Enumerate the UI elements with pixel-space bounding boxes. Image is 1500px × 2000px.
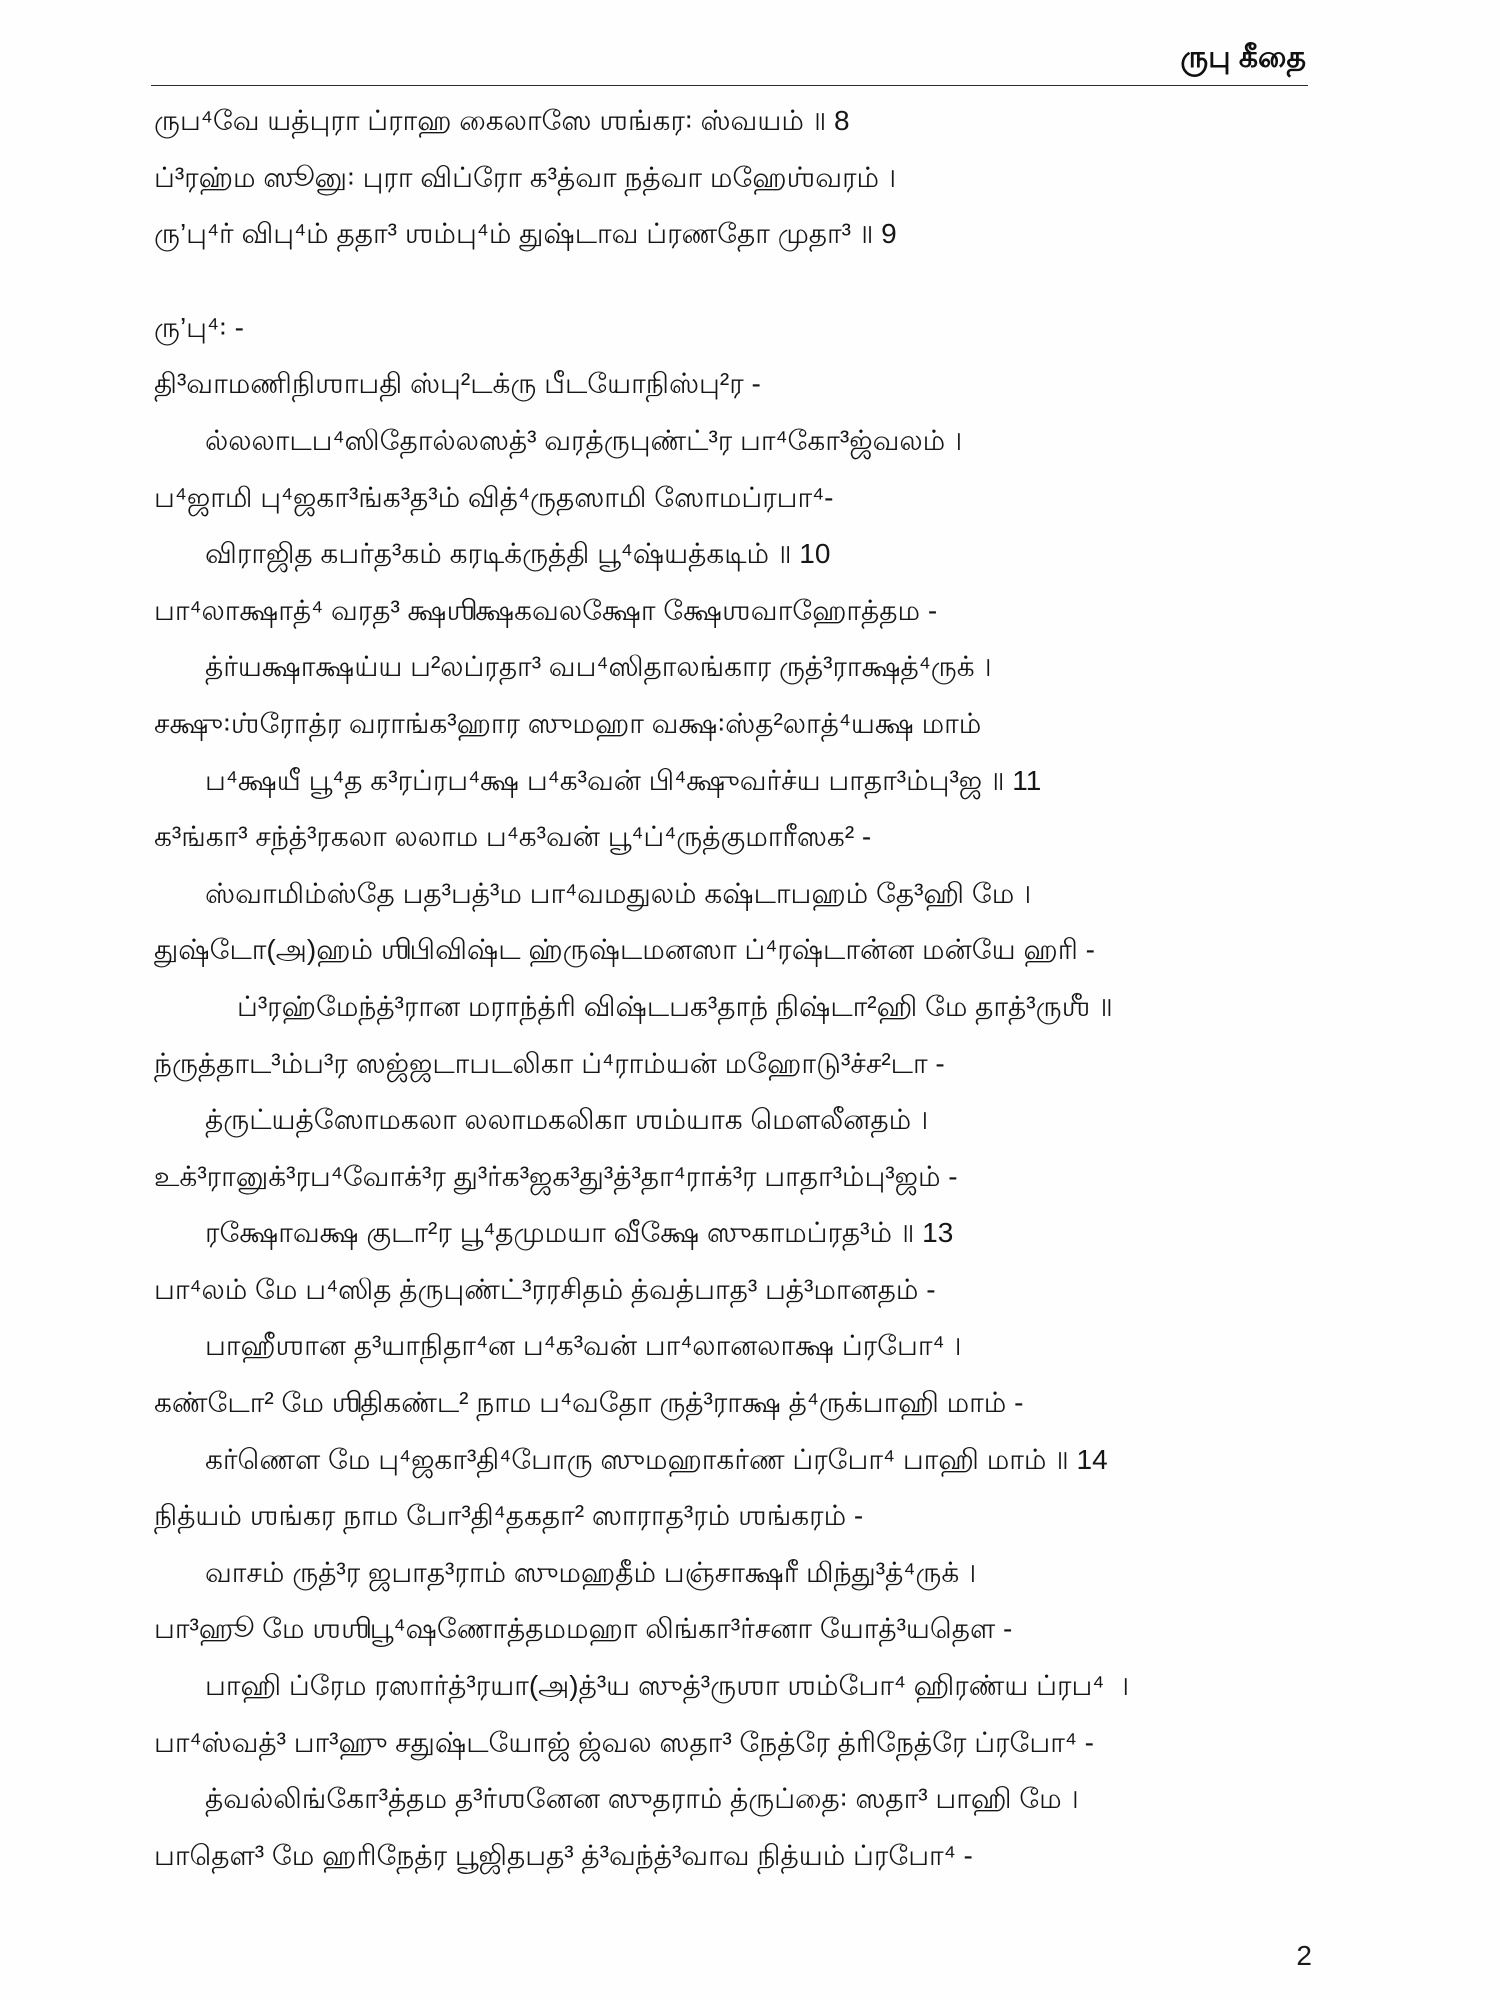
verse-line: வாசம் ருத்³ர ஜபாத³ராம் ஸுமஹதீம் பஞ்சாக்ஷரீ மிந்து³த்⁴ருக் । xyxy=(205,1556,977,1588)
verse-line: சக்ஷு꞉ஶ்ரோத்ர வராங்க³ஹார ஸுமஹா வக்ஷ꞉ஸ்த²லாத்⁴யக்ஷ மாம் xyxy=(154,707,982,739)
verse-line: உக்³ரானுக்³ரப⁴வோக்³ர து³ர்க³ஜக³து³த்³தா⁴ராக்³ர பாதா³ம்பு³ஜம் - xyxy=(154,1160,958,1192)
verse-line: துஷ்டோ(அ)ஹம் ஶிபிவிஷ்ட ஹ்ருஷ்டமனஸா ப்⁴ரஷ்டான்ன மன்யே ஹரி - xyxy=(154,934,1095,966)
verse-line: ப்³ரஹ்ம ஸூனு꞉ புரா விப்ரோ க³த்வா நத்வா மஹேஶ்வரம் । xyxy=(154,161,897,193)
verse-line: கர்ணௌ மே பு⁴ஜகா³தி⁴போரு ஸுமஹாகர்ண ப்ரபோ⁴ பாஹி மாம் ॥ 14 xyxy=(205,1443,1108,1475)
verse-line: விராஜித கபர்த³கம் கரடிக்ருத்தி பூ⁴ஷ்யத்கடிம் ॥ 10 xyxy=(205,538,831,570)
page-number: 2 xyxy=(1296,1940,1312,1971)
verse-line: கண்டோ² மே ஶிதிகண்ட² நாம ப⁴வதோ ருத்³ராக்ஷ த்⁴ருக்பாஹி மாம் - xyxy=(154,1387,1024,1419)
verse-line: ஸ்வாமிம்ஸ்தே பத³பத்³ம பா⁴வமதுலம் கஷ்டாபஹம் தே³ஹி மே । xyxy=(205,877,1032,909)
verse-line: பாதௌ³ மே ஹரிநேத்ர பூஜிதபத³ த்³வந்த்³வாவ நித்யம் ப்ரபோ⁴ - xyxy=(154,1839,973,1871)
running-header-title: ருபு கீதை xyxy=(1180,41,1306,74)
verse-body xyxy=(154,93,1364,1884)
verse-line: பாஹீஶான த³யாநிதா⁴ன ப⁴க³வன் பா⁴லானலாக்ஷ ப்ரபோ⁴ । xyxy=(205,1330,962,1362)
verse-line: ருப⁴வே யத்புரா ப்ராஹ கைலாஸே ஶங்கர꞉ ஸ்வயம் ॥ 8 xyxy=(154,105,850,136)
verse-line: ந்ருத்தாட³ம்ப³ர ஸஜ்ஜடாபடலிகா ப்⁴ராம்யன் மஹோடு³ச்ச²டா - xyxy=(154,1047,945,1079)
verse-line: க³ங்கா³ சந்த்³ரகலா லலாம ப⁴க³வன் பூ⁴ப்⁴ருத்குமாரீஸக² - xyxy=(154,821,872,853)
header-rule xyxy=(151,85,1308,86)
verse-line: த்வல்லிங்கோ³த்தம த³ர்ஶனேன ஸுதராம் த்ருப்தை꞉ ஸதா³ பாஹி மே । xyxy=(205,1783,1079,1815)
verse-line: த்ர்யக்ஷாக்ஷய்ய ப²லப்ரதா³ வப⁴ஸிதாலங்கார ருத்³ராக்ஷத்⁴ருக் । xyxy=(205,651,992,683)
speaker-label: ரு’பு⁴꞉ - xyxy=(154,311,244,343)
verse-line: பா⁴ஸ்வத்³ பா³ஹு சதுஷ்டயோஜ் ஜ்வல ஸதா³ நேத்ரே த்ரிநேத்ரே ப்ரபோ⁴ - xyxy=(154,1726,1094,1758)
verse-line: பா⁴லம் மே ப⁴ஸித த்ருபுண்ட்³ரரசிதம் த்வத்பாத³ பத்³மானதம் - xyxy=(154,1273,936,1305)
verse-line: தி³வாமணிநிஶாபதி ஸ்பு²டக்ரு பீடயோநிஸ்பு²ர - xyxy=(154,368,761,400)
verse-line: த்ருட்யத்ஸோமகலா லலாமகலிகா ஶம்யாக மௌலீனதம் । xyxy=(205,1104,929,1136)
verse-line: ப⁴ஜாமி பு⁴ஜகா³ங்க³த³ம் வித்⁴ருதஸாமி ஸோமப்ரபா⁴- xyxy=(154,481,834,513)
verse-line: ரக்ஷோவக்ஷ குடா²ர பூ⁴தமுமயா வீக்ஷே ஸுகாமப்ரத³ம் ॥ 13 xyxy=(205,1217,954,1249)
verse-line: ல்லலாடப⁴ஸிதோல்லஸத்³ வரத்ருபுண்ட்³ர பா⁴கோ³ஜ்வலம் । xyxy=(205,424,963,456)
verse-line: நித்யம் ஶங்கர நாம போ³தி⁴தகதா² ஸாராத³ரம் ஶங்கரம் - xyxy=(154,1500,864,1532)
verse-line: ப்³ரஹ்மேந்த்³ரான மராந்த்ரி விஷ்டபக³தாந் நிஷ்டா²ஹி மே தாத்³ருஶீ ॥ xyxy=(237,990,1113,1022)
verse-line: பாஹி ப்ரேம ரஸார்த்³ரயா(அ)த்³ய ஸுத்³ருஶா ஶம்போ⁴ ஹிரண்ய ப்ரப⁴ । xyxy=(205,1670,1130,1702)
verse-line: ரு’பு⁴ர் விபு⁴ம் ததா³ ஶம்பு⁴ம் துஷ்டாவ ப்ரணதோ முதா³ ॥ 9 xyxy=(154,218,897,250)
verse-line: பா³ஹூ மே ஶஶிபூ⁴ஷணோத்தமமஹா லிங்கா³ர்சனா யோத்³யதௌ - xyxy=(154,1613,1013,1645)
verse-line: ப⁴க்ஷயீ பூ⁴த க³ரப்ரப⁴க்ஷ ப⁴க³வன் பி⁴க்ஷுவர்ச்ய பாதா³ம்பு³ஜ ॥ 11 xyxy=(205,764,1042,796)
verse-line: பா⁴லாக்ஷாத்⁴ வரத³ க்ஷஶிக்ஷகவலக்ஷோ க்ஷேஶவாஹோத்தம - xyxy=(154,594,938,626)
